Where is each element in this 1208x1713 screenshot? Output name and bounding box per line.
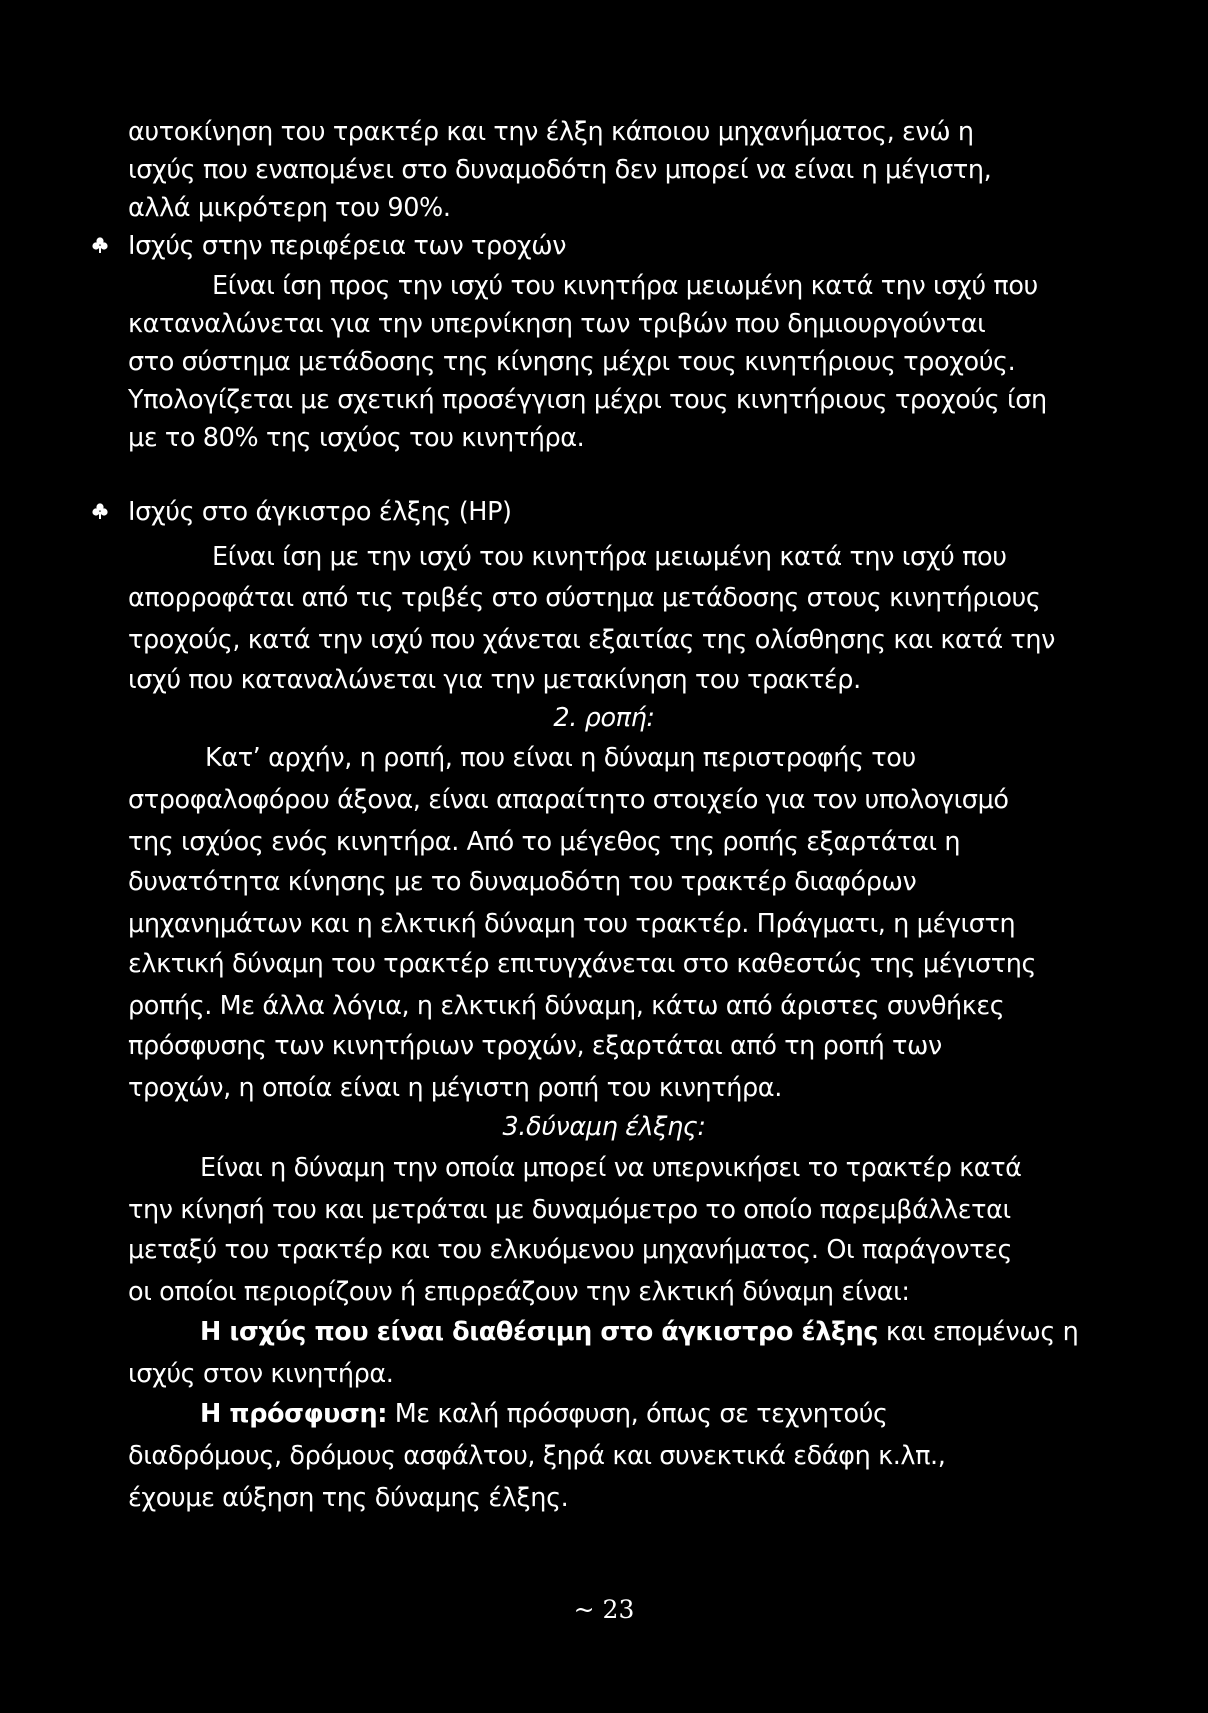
text-line: ροπής. Με άλλα λόγια, η ελκτική δύναμη, κάτω από άριστες συνθήκες <box>128 991 1005 1021</box>
text-line: την κίνησή του και μετράται με δυναμόμετρο το οποίο παρεμβάλλεται <box>128 1195 1011 1225</box>
subsection-heading: 2. ροπή: <box>553 703 655 733</box>
text-line: καταναλώνεται για την υπερνίκηση των τριβών που δημιουργούνται <box>128 309 986 339</box>
text-line: αυτοκίνηση του τρακτέρ και την έλξη κάποιου μηχανήματος, ενώ η <box>128 117 974 147</box>
club-bullet-icon <box>92 502 108 520</box>
factor-title: Η ισχύς που είναι διαθέσιμη στο άγκιστρο έλξης <box>200 1317 879 1347</box>
factor-title: Η πρόσφυση: <box>200 1399 387 1429</box>
section-heading: Ισχύς στο άγκιστρο έλξης (HP) <box>128 497 512 527</box>
text-line: τροχούς, κατά την ισχύ που χάνεται εξαιτίας της ολίσθησης και κατά την <box>128 625 1055 655</box>
text-line: της ισχύος ενός κινητήρα. Από το μέγεθος της ροπής εξαρτάται η <box>128 827 961 857</box>
text-line: Είναι ίση προς την ισχύ του κινητήρα μειωμένη κατά την ισχύ που <box>212 271 1038 301</box>
text-line: Είναι ίση με την ισχύ του κινητήρα μειωμένη κατά την ισχύ που <box>212 542 1007 572</box>
text-line: στο σύστημα μετάδοσης της κίνησης μέχρι τους κινητήριους τροχούς. <box>128 347 1016 377</box>
text-line: έχουμε αύξηση της δύναμης έλξης. <box>128 1483 569 1513</box>
text-line: μεταξύ του τρακτέρ και του ελκυόμενου μηχανήματος. Οι παράγοντες <box>128 1235 1013 1265</box>
page-number: ~ 23 <box>573 1595 635 1624</box>
factor-line <box>200 1312 1078 1352</box>
text-line: με το 80% της ισχύος του κινητήρα. <box>128 423 585 453</box>
text-line: οι οποίοι περιορίζουν ή επιρρεάζουν την ελκτική δύναμη είναι: <box>128 1277 910 1307</box>
text-line: Υπολογίζεται με σχετική προσέγγιση μέχρι τους κινητήριους τροχούς ίση <box>128 385 1047 415</box>
club-bullet-icon <box>92 236 108 254</box>
text-line: απορροφάται από τις τριβές στο σύστημα μετάδοσης στους κινητήριους <box>128 583 1041 613</box>
section-heading: Ισχύς στην περιφέρεια των τροχών <box>128 231 567 261</box>
text-line: Είναι η δύναμη την οποία μπορεί να υπερνικήσει το τρακτέρ κατά <box>200 1153 1022 1183</box>
text-line: μηχανημάτων και η ελκτική δύναμη του τρακτέρ. Πράγματι, η μέγιστη <box>128 909 1016 939</box>
text-line: Κατ’ αρχήν, η ροπή, που είναι η δύναμη περιστροφής του <box>205 743 916 773</box>
text-line: διαδρόμους, δρόμους ασφάλτου, ξηρά και συνεκτικά εδάφη κ.λπ., <box>128 1441 946 1471</box>
text-line: δυνατότητα κίνησης με το δυναμοδότη του τρακτέρ διαφόρων <box>128 867 917 897</box>
text-line: στροφαλοφόρου άξονα, είναι απαραίτητο στοιχείο για τον υπολογισμό <box>128 785 1009 815</box>
text-line: ισχύς που εναπομένει στο δυναμοδότη δεν μπορεί να είναι η μέγιστη, <box>128 155 992 185</box>
text-line: ισχύς στον κινητήρα. <box>128 1359 394 1389</box>
subsection-heading: 3.δύναμη έλξης: <box>502 1112 706 1142</box>
factor-text: Με καλή πρόσφυση, όπως σε τεχνητούς <box>387 1399 888 1429</box>
text-line: αλλά μικρότερη του 90%. <box>128 193 451 223</box>
text-line: ελκτική δύναμη του τρακτέρ επιτυγχάνεται στο καθεστώς της μέγιστης <box>128 949 1037 979</box>
factor-text: και επομένως η <box>878 1317 1079 1347</box>
text-line: τροχών, η οποία είναι η μέγιστη ροπή του κινητήρα. <box>128 1073 782 1103</box>
factor-line <box>200 1394 888 1434</box>
text-line: ισχύ που καταναλώνεται για την μετακίνηση του τρακτέρ. <box>128 665 861 695</box>
text-line: πρόσφυσης των κινητήριων τροχών, εξαρτάται από τη ροπή των <box>128 1031 942 1061</box>
